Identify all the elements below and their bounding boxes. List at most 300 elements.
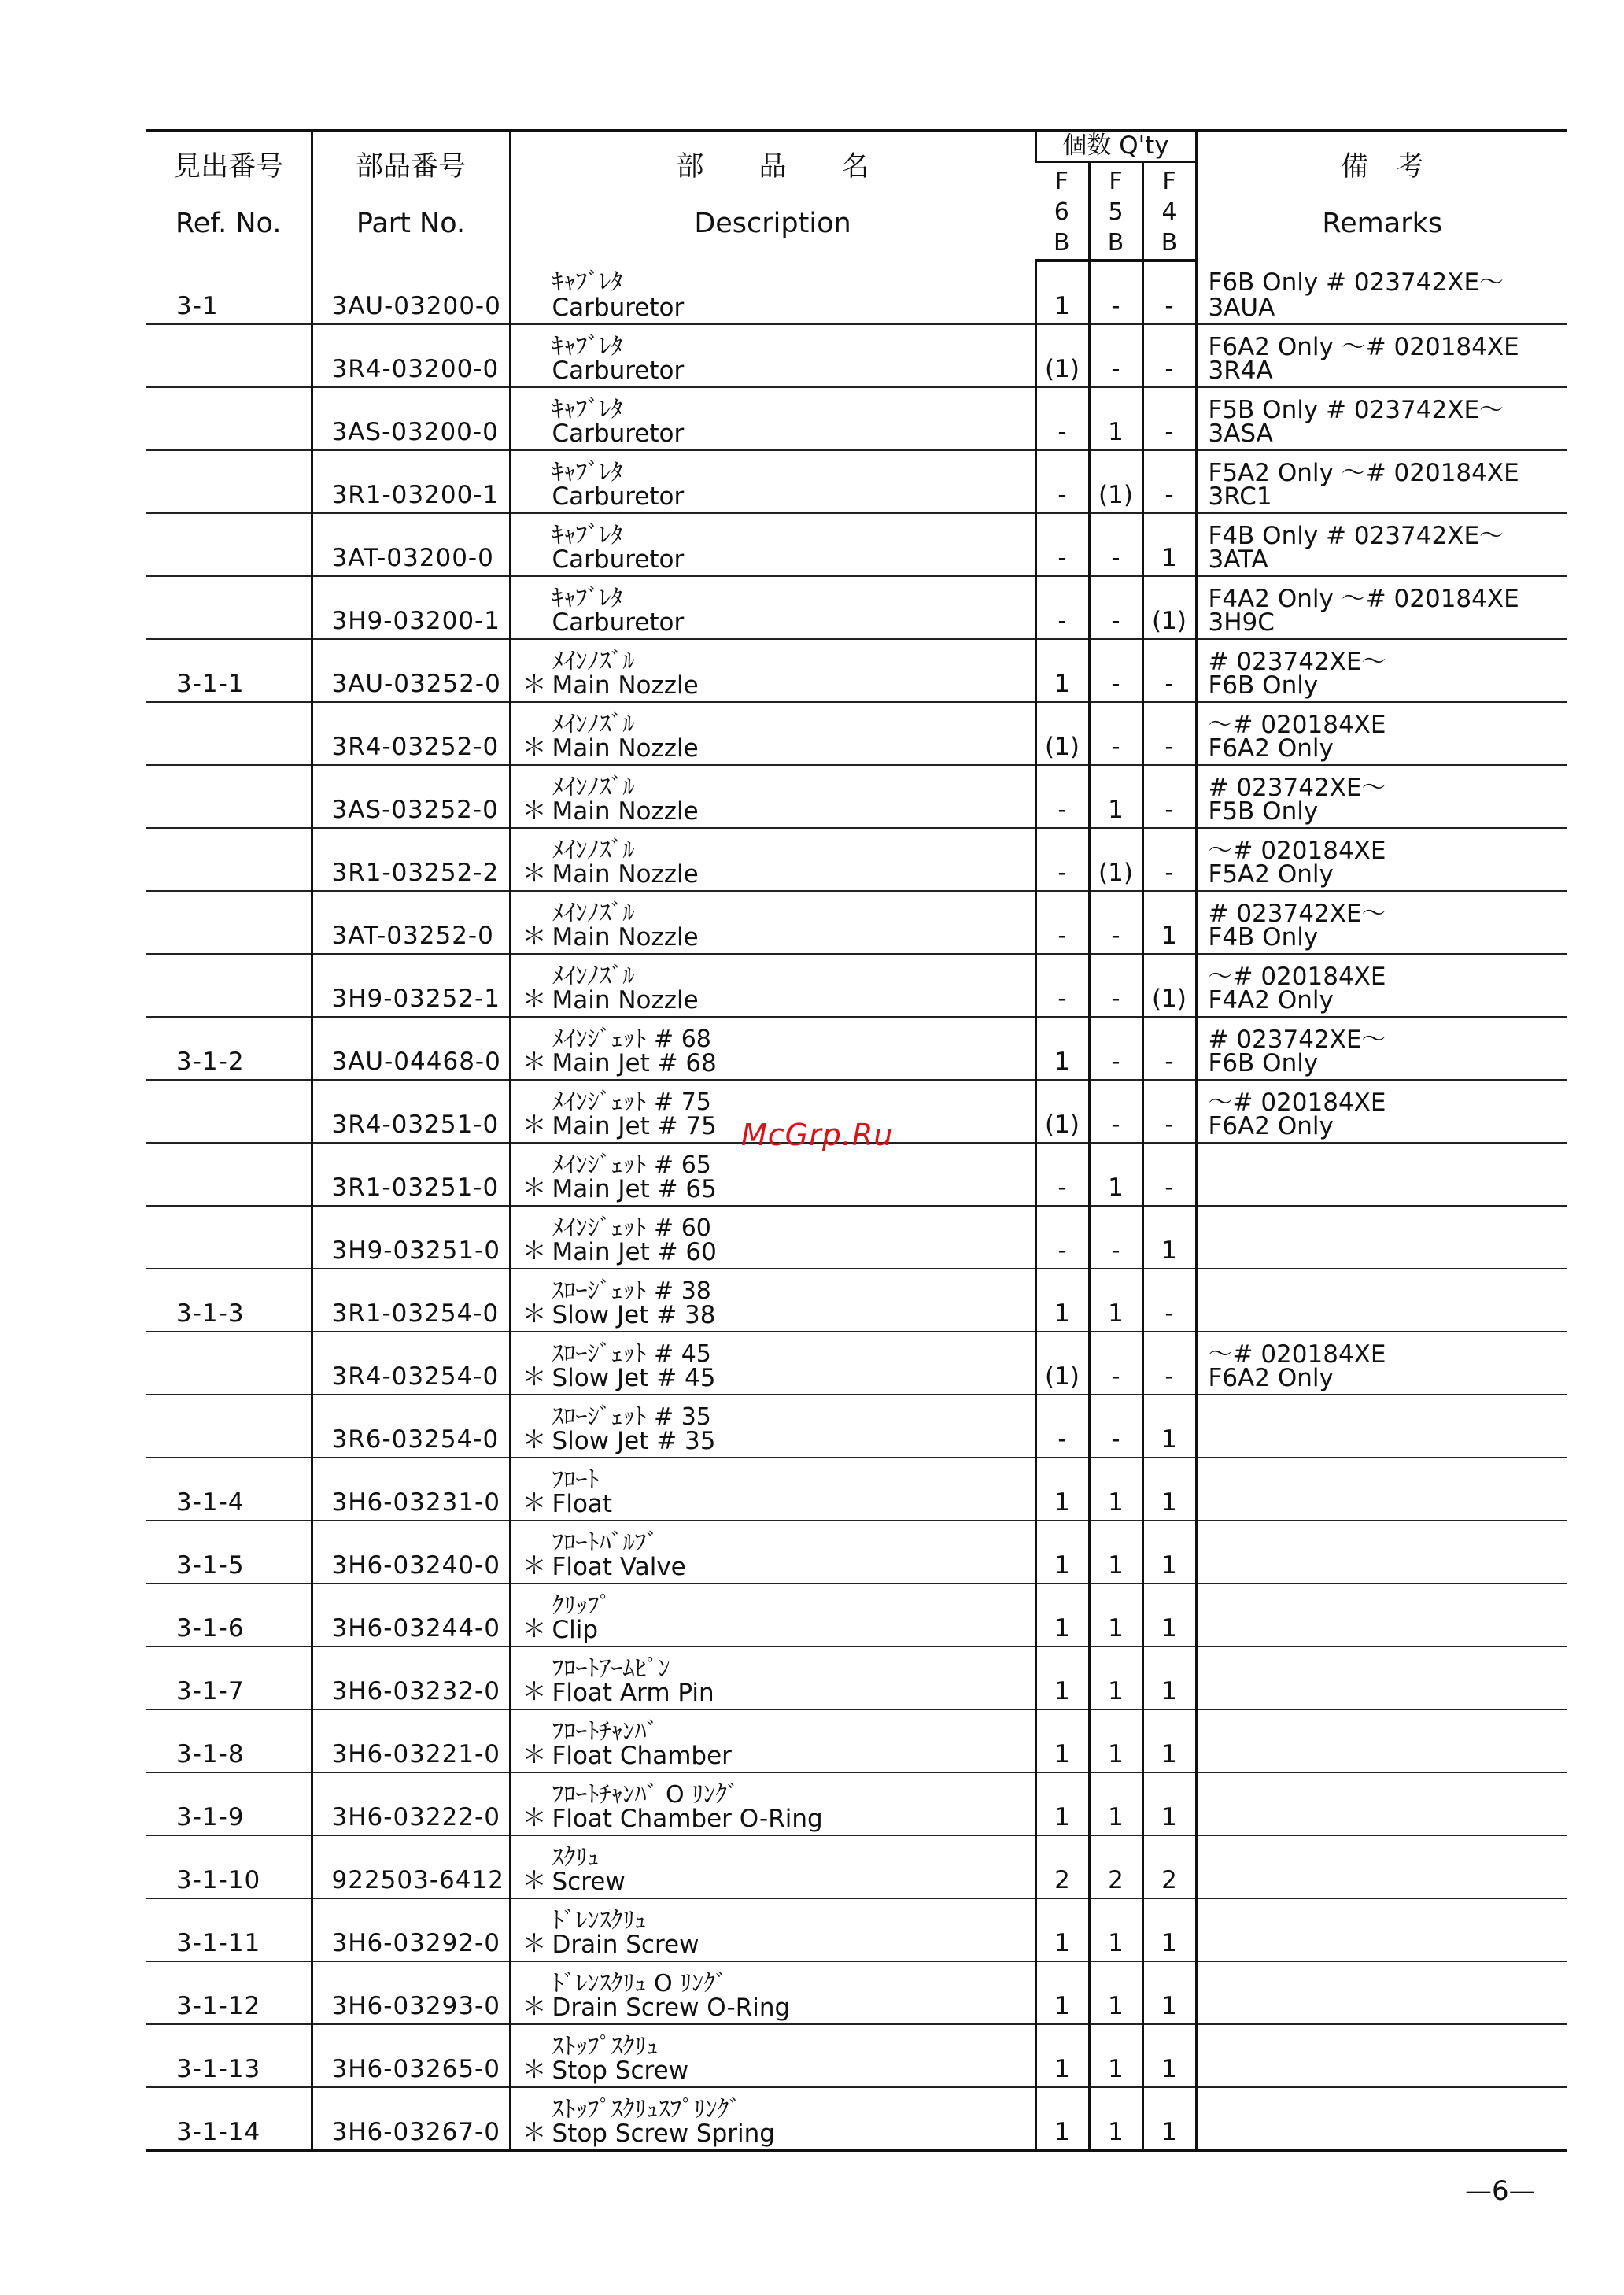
table-row — [146, 324, 1567, 387]
description-cell — [510, 954, 1035, 1017]
description-cell — [510, 513, 1035, 576]
description-cell — [510, 1646, 1035, 1709]
asterisk-mark: ＊ — [522, 1489, 547, 1517]
part-no: 3H6-03240-0 — [331, 1551, 500, 1580]
header-ref-no — [146, 131, 312, 261]
description-en: Carburetor — [552, 357, 685, 385]
qty-value: 2 — [1054, 1866, 1070, 1894]
qty-value: 1 — [1108, 1173, 1124, 1202]
qty-value: 1 — [1161, 1803, 1177, 1831]
qty-cell — [1142, 1206, 1196, 1269]
asterisk-mark: ＊ — [522, 1804, 547, 1832]
description-cell — [510, 387, 1035, 450]
header-part-en: Part No. — [356, 208, 466, 239]
qty-cell — [1142, 1395, 1196, 1458]
qty-value: (1) — [1152, 607, 1187, 635]
description-jp: ｷｬﾌﾞﾚﾀ — [552, 268, 623, 296]
description-en: Main Jet # 68 — [552, 1049, 717, 1077]
remarks-line-1: ～# 020184XE — [1208, 837, 1386, 865]
qty-cell — [1142, 1521, 1196, 1584]
qty-cell — [1089, 1269, 1142, 1332]
description-en: Drain Screw O-Ring — [552, 1994, 791, 2022]
table-row — [146, 387, 1567, 450]
description-jp: ﾒｲﾝﾉｽﾞﾙ — [552, 774, 635, 801]
part-no-cell — [312, 1772, 510, 1835]
qty-value: - — [1164, 859, 1174, 887]
remarks-line-1: F4B Only # 023742XE～ — [1208, 522, 1504, 550]
qty-cell — [1035, 1332, 1089, 1395]
part-no: 3H6-03265-0 — [331, 2055, 500, 2083]
qty-cell — [1142, 1080, 1196, 1143]
ref-no: 3-1-10 — [176, 1866, 261, 1894]
qty-value: 1 — [1108, 1677, 1124, 1706]
qty-value: - — [1164, 355, 1174, 383]
part-no-cell — [312, 1898, 510, 1961]
qty-cell — [1142, 1143, 1196, 1206]
asterisk-mark: ＊ — [522, 922, 547, 951]
qty-value: - — [1057, 481, 1067, 509]
description-cell — [510, 1332, 1035, 1395]
table-row — [146, 1961, 1567, 2024]
description-jp: ﾄﾞﾚﾝｽｸﾘｭ O ﾘﾝｸﾞ — [552, 1970, 728, 1998]
description-en: Main Jet # 60 — [552, 1238, 717, 1266]
table-row — [146, 450, 1567, 513]
qty-value: - — [1057, 796, 1067, 824]
description-en: Float Chamber — [552, 1742, 732, 1770]
qty-value: 1 — [1161, 1929, 1177, 1957]
qty-value: 1 — [1108, 1992, 1124, 2020]
ref-no-cell — [146, 828, 312, 891]
qty-cell — [1142, 1584, 1196, 1646]
qty-value: - — [1164, 481, 1174, 509]
qty-value: 1 — [1054, 292, 1070, 320]
remarks-cell — [1196, 1835, 1567, 1898]
ref-no: 3-1-1 — [176, 670, 245, 698]
description-en: Carburetor — [552, 294, 685, 322]
part-no-cell — [312, 387, 510, 450]
ref-no-cell — [146, 324, 312, 387]
qty-value: 1 — [1108, 1929, 1124, 1957]
qty-cell — [1089, 1395, 1142, 1458]
remarks-cell — [1196, 324, 1567, 387]
table-row — [146, 1017, 1567, 1080]
qty-value: - — [1111, 544, 1120, 572]
ref-no: 3-1-12 — [176, 1992, 261, 2020]
header-desc-jp: 部 品 名 — [676, 151, 869, 183]
remarks-line-2: F6A2 Only — [1208, 1364, 1334, 1392]
qty-cell — [1089, 1898, 1142, 1961]
description-en: Main Nozzle — [552, 797, 699, 826]
header-description — [510, 131, 1035, 261]
qty-value: - — [1111, 1048, 1120, 1076]
description-en: Float Arm Pin — [552, 1679, 714, 1707]
ref-no: 3-1-5 — [176, 1551, 245, 1580]
ref-no: 3-1-3 — [176, 1299, 245, 1328]
qty-cell — [1142, 1961, 1196, 2024]
part-no: 3H9-03252-1 — [331, 985, 500, 1013]
description-cell — [510, 1835, 1035, 1898]
description-en: Carburetor — [552, 608, 685, 637]
qty-cell — [1142, 2087, 1196, 2151]
part-no-cell — [312, 765, 510, 828]
qty-cell — [1142, 324, 1196, 387]
ref-no-cell — [146, 1269, 312, 1332]
qty-value: (1) — [1152, 985, 1187, 1013]
asterisk-mark: ＊ — [522, 2056, 547, 2084]
description-jp: ﾄﾞﾚﾝｽｸﾘｭ — [552, 1907, 647, 1935]
qty-cell — [1089, 828, 1142, 891]
remarks-line-1: F6B Only # 023742XE～ — [1208, 268, 1504, 297]
qty-value: - — [1057, 922, 1067, 950]
qty-cell — [1089, 702, 1142, 765]
table-row — [146, 1835, 1567, 1898]
qty-value: - — [1111, 355, 1120, 383]
description-en: Main Nozzle — [552, 986, 699, 1014]
remarks-cell — [1196, 1521, 1567, 1584]
part-no: 3R1-03251-0 — [331, 1173, 500, 1202]
description-en: Carburetor — [552, 419, 685, 448]
qty-cell — [1089, 1332, 1142, 1395]
remarks-line-1: F6A2 Only ～# 020184XE — [1208, 333, 1519, 361]
description-jp: ﾌﾛｰﾄﾁｬﾝﾊﾞ — [552, 1718, 659, 1746]
ref-no-cell — [146, 1080, 312, 1143]
remarks-cell — [1196, 513, 1567, 576]
remarks-line-1: F5B Only # 023742XE～ — [1208, 396, 1504, 424]
qty-value: 1 — [1161, 1677, 1177, 1706]
qty-value: 1 — [1161, 922, 1177, 950]
qty-cell — [1035, 954, 1089, 1017]
ref-no-cell — [146, 1458, 312, 1521]
part-no-cell — [312, 1835, 510, 1898]
parts-rows — [146, 261, 1567, 2151]
remarks-line-1: F5A2 Only ～# 020184XE — [1208, 459, 1519, 487]
table-row — [146, 1143, 1567, 1206]
part-no-cell — [312, 1080, 510, 1143]
ref-no: 3-1-4 — [176, 1488, 245, 1517]
description-cell — [510, 1458, 1035, 1521]
remarks-line-1: # 023742XE～ — [1208, 1026, 1386, 1054]
header-rem-jp: 備 考 — [1341, 151, 1424, 183]
remarks-line-2: F5A2 Only — [1208, 860, 1334, 889]
ref-no-cell — [146, 1961, 312, 2024]
asterisk-mark: ＊ — [522, 1993, 547, 2021]
ref-no-cell — [146, 891, 312, 954]
qty-cell — [1035, 702, 1089, 765]
asterisk-mark: ＊ — [522, 1678, 547, 1706]
qty-value: 1 — [1054, 1048, 1070, 1076]
header-rem-en: Remarks — [1322, 208, 1443, 239]
part-no: 3H6-03232-0 — [331, 1677, 500, 1706]
ref-no-cell — [146, 1646, 312, 1709]
description-jp: ﾒｲﾝﾉｽﾞﾙ — [552, 648, 635, 675]
part-no-cell — [312, 1961, 510, 2024]
qty-value: - — [1164, 1173, 1174, 1202]
part-no: 3H9-03200-1 — [331, 607, 500, 635]
description-en: Stop Screw Spring — [552, 2119, 775, 2148]
description-cell — [510, 891, 1035, 954]
table-row — [146, 1646, 1567, 1709]
remarks-line-2: 3ASA — [1208, 419, 1273, 448]
ref-no-cell — [146, 1584, 312, 1646]
part-no: 3AS-03252-0 — [331, 796, 499, 824]
qty-cell — [1142, 261, 1196, 324]
description-jp: ｽﾛｰｼﾞｪｯﾄ # 38 — [552, 1277, 711, 1305]
qty-value: - — [1111, 670, 1120, 698]
qty-value: 1 — [1161, 1614, 1177, 1643]
remarks-cell — [1196, 450, 1567, 513]
part-no: 3H6-03231-0 — [331, 1488, 500, 1517]
description-en: Main Jet # 65 — [552, 1175, 717, 1203]
remarks-cell — [1196, 1898, 1567, 1961]
remarks-line-2: F6A2 Only — [1208, 1112, 1334, 1140]
part-no: 3R4-03252-0 — [331, 733, 500, 761]
remarks-line-1: # 023742XE～ — [1208, 648, 1386, 676]
ref-no-cell — [146, 387, 312, 450]
qty-value: 1 — [1108, 1299, 1124, 1328]
qty-cell — [1142, 1646, 1196, 1709]
remarks-line-1: # 023742XE～ — [1208, 774, 1386, 802]
qty-value: 1 — [1108, 2118, 1124, 2146]
part-no: 3R4-03200-0 — [331, 355, 500, 383]
qty-cell — [1035, 828, 1089, 891]
description-jp: ﾒｲﾝｼﾞｪｯﾄ # 68 — [552, 1026, 711, 1053]
description-jp: ｽﾄｯﾌﾟｽｸﾘｭｽﾌﾟﾘﾝｸﾞ — [552, 2096, 741, 2123]
remarks-cell — [1196, 1458, 1567, 1521]
qty-value: 2 — [1108, 1866, 1124, 1894]
header-part-jp: 部品番号 — [355, 151, 466, 183]
qty-cell — [1142, 765, 1196, 828]
asterisk-mark: ＊ — [522, 2119, 547, 2147]
qty-value: - — [1164, 1111, 1174, 1139]
asterisk-mark: ＊ — [522, 859, 547, 888]
qty-value: 1 — [1161, 1236, 1177, 1265]
qty-cell — [1089, 1584, 1142, 1646]
qty-value: 1 — [1108, 2055, 1124, 2083]
part-no: 3H6-03244-0 — [331, 1614, 500, 1643]
remarks-line-2: F5B Only — [1208, 797, 1319, 826]
remarks-cell — [1196, 639, 1567, 702]
qty-cell — [1035, 324, 1089, 387]
qty-value: 1 — [1108, 1803, 1124, 1831]
qty-value: - — [1057, 544, 1067, 572]
remarks-cell — [1196, 261, 1567, 324]
asterisk-mark: ＊ — [522, 1552, 547, 1580]
qty-cell — [1142, 1269, 1196, 1332]
description-jp: ｷｬﾌﾞﾚﾀ — [552, 459, 623, 486]
qty-value: - — [1057, 859, 1067, 887]
qty-value: 1 — [1108, 418, 1124, 446]
remarks-line-1: F4A2 Only ～# 020184XE — [1208, 585, 1519, 613]
qty-cell — [1035, 1269, 1089, 1332]
part-no-cell — [312, 1206, 510, 1269]
remarks-cell — [1196, 1584, 1567, 1646]
qty-cell — [1089, 1709, 1142, 1772]
qty-value: - — [1111, 1362, 1120, 1391]
qty-value: - — [1111, 1425, 1120, 1454]
page-number: —6— — [1465, 2175, 1536, 2207]
part-no-cell — [312, 954, 510, 1017]
qty-cell — [1142, 828, 1196, 891]
remarks-line-1: ～# 020184XE — [1208, 711, 1386, 739]
table-row — [146, 1521, 1567, 1584]
table-row — [146, 1772, 1567, 1835]
qty-cell — [1089, 639, 1142, 702]
qty-value: - — [1057, 418, 1067, 446]
description-jp: ｸﾘｯﾌﾟ — [552, 1592, 611, 1620]
remarks-line-1: ～# 020184XE — [1208, 963, 1386, 991]
description-cell — [510, 1269, 1035, 1332]
ref-no-cell — [146, 702, 312, 765]
header-part-no — [312, 131, 510, 261]
qty-cell — [1035, 1961, 1089, 2024]
qty-value: 1 — [1108, 1614, 1124, 1643]
remarks-cell — [1196, 1646, 1567, 1709]
qty-cell — [1142, 1772, 1196, 1835]
description-jp: ﾒｲﾝｼﾞｪｯﾄ # 60 — [552, 1214, 711, 1242]
description-jp: ｽﾄｯﾌﾟｽｸﾘｭ — [552, 2033, 659, 2060]
qty-cell — [1142, 450, 1196, 513]
qty-value: 1 — [1054, 1929, 1070, 1957]
ref-no: 3-1-9 — [176, 1803, 245, 1831]
asterisk-mark: ＊ — [522, 734, 547, 762]
table-row — [146, 954, 1567, 1017]
part-no: 3H6-03293-0 — [331, 1992, 500, 2020]
qty-cell — [1142, 1332, 1196, 1395]
part-no: 3AU-04468-0 — [331, 1048, 501, 1076]
description-cell — [510, 1961, 1035, 2024]
qty-value: 1 — [1054, 2055, 1070, 2083]
table-row — [146, 828, 1567, 891]
qty-value: (1) — [1045, 1111, 1080, 1139]
table-row — [146, 1584, 1567, 1646]
remarks-cell — [1196, 1772, 1567, 1835]
qty-value: - — [1164, 796, 1174, 824]
description-jp: ﾒｲﾝﾉｽﾞﾙ — [552, 711, 635, 738]
remarks-cell — [1196, 1269, 1567, 1332]
remarks-cell — [1196, 1395, 1567, 1458]
description-en: Main Nozzle — [552, 860, 699, 889]
qty-cell — [1035, 1646, 1089, 1709]
description-en: Float Valve — [552, 1553, 686, 1581]
qty-cell — [1089, 1206, 1142, 1269]
description-en: Slow Jet # 45 — [552, 1364, 716, 1392]
asterisk-mark: ＊ — [522, 1048, 547, 1077]
description-en: Float — [552, 1490, 613, 1518]
remarks-line-2: F4A2 Only — [1208, 986, 1334, 1014]
ref-no-cell — [146, 1332, 312, 1395]
qty-cell — [1089, 1143, 1142, 1206]
part-no-cell — [312, 513, 510, 576]
ref-no-cell — [146, 1835, 312, 1898]
qty-value: 1 — [1054, 1992, 1070, 2020]
qty-value: 1 — [1054, 1488, 1070, 1517]
qty-cell — [1035, 450, 1089, 513]
ref-no-cell — [146, 2024, 312, 2087]
remarks-line-1: # 023742XE～ — [1208, 900, 1386, 928]
remarks-line-2: 3AUA — [1208, 294, 1275, 322]
ref-no: 3-1-11 — [176, 1929, 261, 1957]
description-en: Clip — [552, 1616, 599, 1644]
remarks-cell — [1196, 1080, 1567, 1143]
qty-cell — [1089, 1521, 1142, 1584]
qty-value: 1 — [1108, 1488, 1124, 1517]
qty-cell — [1142, 702, 1196, 765]
qty-value: - — [1057, 985, 1067, 1013]
qty-value: - — [1057, 607, 1067, 635]
table-row — [146, 1269, 1567, 1332]
ref-no: 3-1-6 — [176, 1614, 245, 1643]
part-no: 3H6-03222-0 — [331, 1803, 500, 1831]
description-cell — [510, 1017, 1035, 1080]
remarks-cell — [1196, 387, 1567, 450]
part-no-cell — [312, 1395, 510, 1458]
description-jp: ﾒｲﾝﾉｽﾞﾙ — [552, 837, 635, 864]
description-cell — [510, 828, 1035, 891]
header-qty-title: 個数 Q'ty — [1037, 132, 1195, 163]
qty-cell — [1142, 1458, 1196, 1521]
table-row — [146, 639, 1567, 702]
asterisk-mark: ＊ — [522, 1930, 547, 1958]
description-jp: ｽｸﾘｭ — [552, 1844, 600, 1872]
qty-cell — [1089, 1646, 1142, 1709]
qty-value: - — [1057, 1236, 1067, 1265]
part-no: 3R1-03200-1 — [331, 481, 500, 509]
qty-value: - — [1111, 1111, 1120, 1139]
qty-cell — [1142, 639, 1196, 702]
remarks-cell — [1196, 954, 1567, 1017]
qty-cell — [1035, 2024, 1089, 2087]
remarks-cell — [1196, 2024, 1567, 2087]
description-cell — [510, 639, 1035, 702]
qty-cell — [1035, 387, 1089, 450]
table-row — [146, 1395, 1567, 1458]
qty-cell — [1089, 450, 1142, 513]
description-cell — [510, 1772, 1035, 1835]
remarks-line-2: 3H9C — [1208, 608, 1275, 637]
description-cell — [510, 261, 1035, 324]
remarks-cell — [1196, 828, 1567, 891]
qty-value: 1 — [1161, 1740, 1177, 1768]
description-jp: ｽﾛｰｼﾞｪｯﾄ # 35 — [552, 1403, 711, 1431]
qty-cell — [1035, 1395, 1089, 1458]
description-cell — [510, 1206, 1035, 1269]
description-en: Screw — [552, 1868, 626, 1896]
part-no-cell — [312, 1458, 510, 1521]
part-no: 3H6-03267-0 — [331, 2118, 500, 2146]
description-jp: ﾒｲﾝｼﾞｪｯﾄ # 65 — [552, 1151, 711, 1179]
qty-value: - — [1164, 733, 1174, 761]
remarks-cell — [1196, 576, 1567, 639]
qty-cell — [1035, 1206, 1089, 1269]
description-jp: ﾌﾛｰﾄﾁｬﾝﾊﾞ O ﾘﾝｸﾞ — [552, 1781, 740, 1809]
qty-cell — [1035, 1521, 1089, 1584]
header-ref-en: Ref. No. — [175, 208, 282, 239]
asterisk-mark: ＊ — [522, 1741, 547, 1769]
part-no: 3R1-03254-0 — [331, 1299, 500, 1328]
ref-no: 3-1-7 — [176, 1677, 245, 1706]
header-remarks — [1196, 131, 1567, 261]
qty-value: 1 — [1161, 1425, 1177, 1454]
description-cell — [510, 1898, 1035, 1961]
ref-no-cell — [146, 765, 312, 828]
part-no-cell — [312, 2024, 510, 2087]
part-no: 3R1-03252-2 — [331, 859, 500, 887]
asterisk-mark: ＊ — [522, 1867, 547, 1895]
description-jp: ﾒｲﾝｼﾞｪｯﾄ # 75 — [552, 1088, 711, 1116]
qty-cell — [1142, 387, 1196, 450]
part-no-cell — [312, 261, 510, 324]
qty-value: - — [1057, 1173, 1067, 1202]
